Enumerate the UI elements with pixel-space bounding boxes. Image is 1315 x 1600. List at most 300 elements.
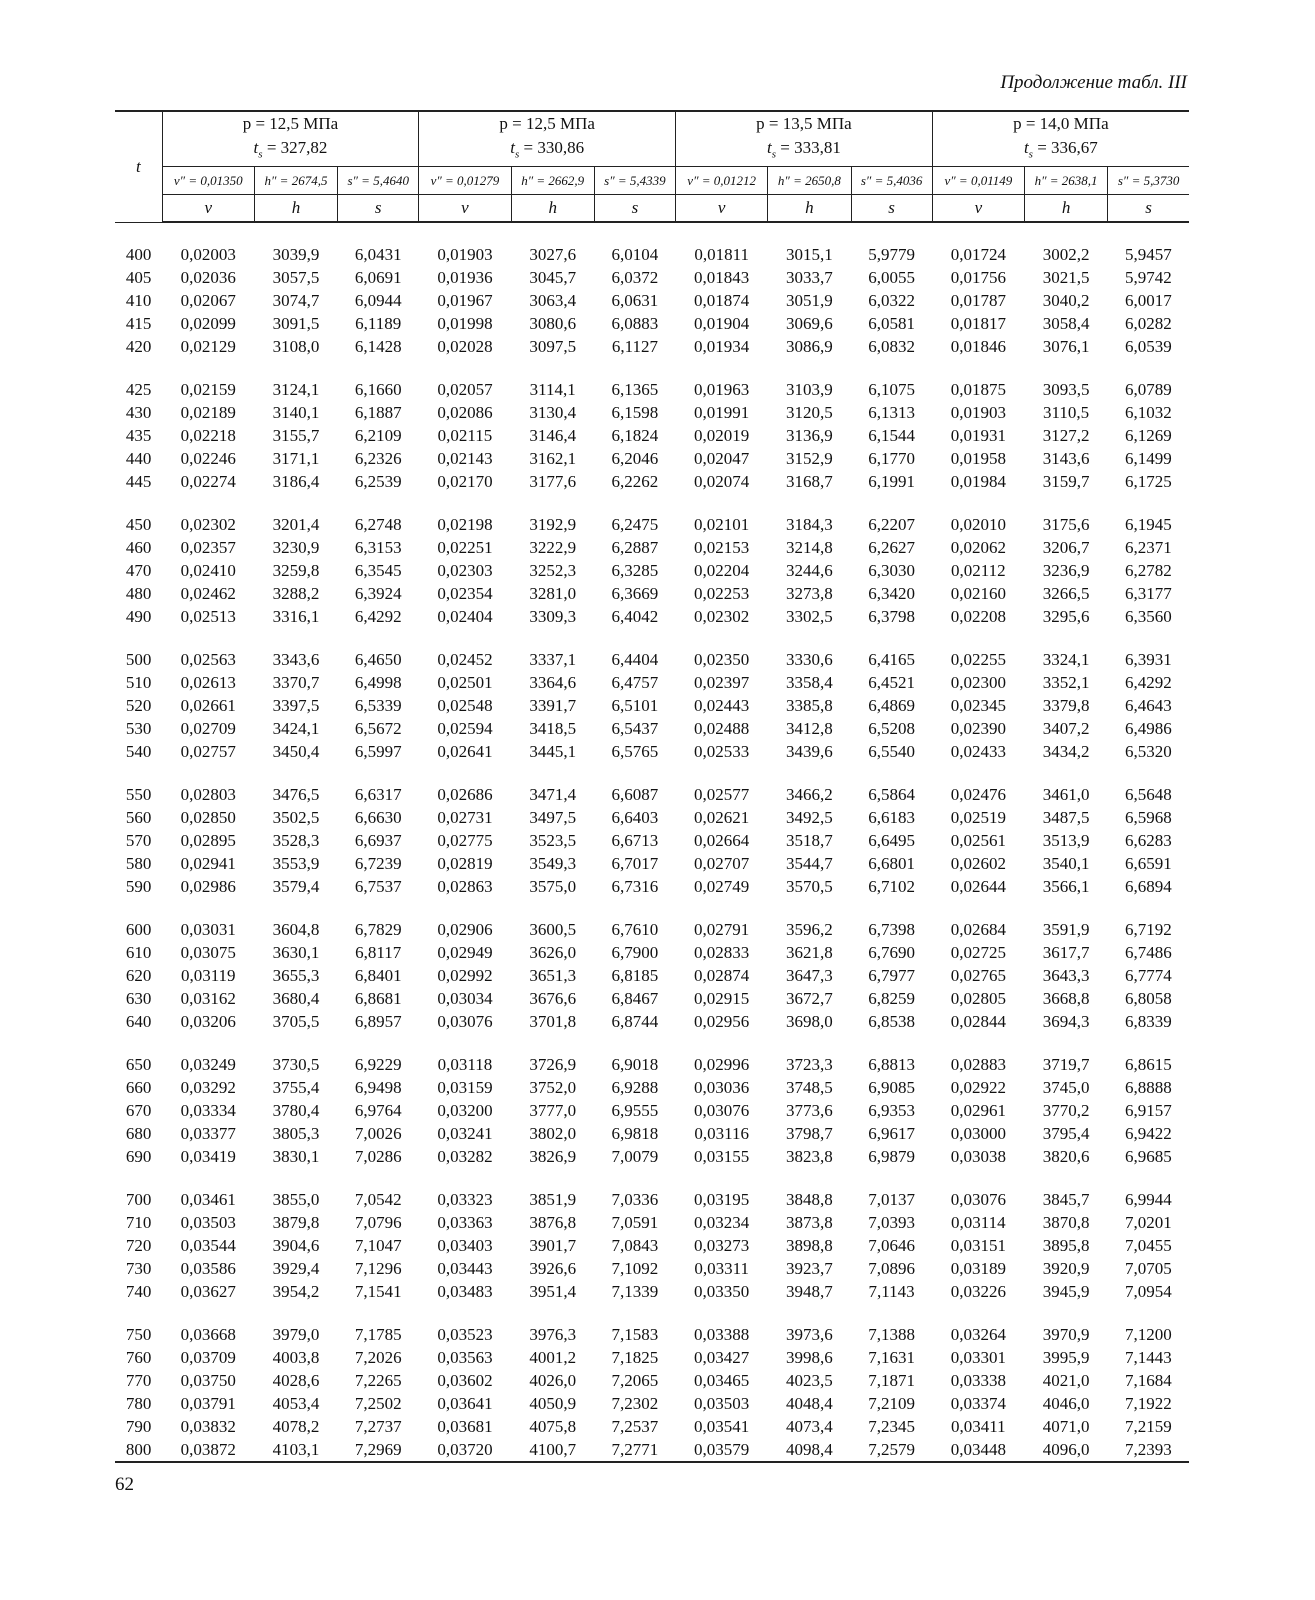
s-cell: 5,9742 <box>1124 268 1172 288</box>
h-cell: 3995,9 <box>1042 1348 1090 1368</box>
ts-equals: = <box>262 138 281 157</box>
table-row <box>115 1438 1189 1462</box>
temperature-cell: 800 <box>115 1438 162 1462</box>
s-cell: 7,0026 <box>354 1124 402 1144</box>
s-cell: 6,1544 <box>868 426 915 446</box>
s-cell: 7,2265 <box>354 1371 402 1391</box>
h-cell: 4048,4 <box>786 1394 833 1414</box>
h-cell: 3093,5 <box>1042 380 1090 400</box>
h-cell: 4078,2 <box>272 1417 320 1437</box>
h-cell: 3823,8 <box>786 1147 833 1167</box>
table-row <box>115 1099 1189 1122</box>
v-cell: 0,03116 <box>694 1124 749 1144</box>
temperature-cell: 720 <box>125 1236 152 1256</box>
s-cell: 7,0896 <box>868 1259 915 1279</box>
h-cell: 3513,9 <box>1042 831 1090 851</box>
h-cell: 3570,5 <box>786 877 833 897</box>
s-cell: 7,0201 <box>1124 1213 1172 1233</box>
h-cell: 3175,6 <box>1042 515 1090 535</box>
h-cell: 3192,9 <box>529 515 577 535</box>
v-cell: 0,02533 <box>694 742 750 762</box>
h-cell: 3600,5 <box>529 920 577 940</box>
s-cell: 6,7610 <box>611 920 659 940</box>
h-cell: 3929,4 <box>272 1259 320 1279</box>
s-cell: 6,7316 <box>611 877 659 897</box>
h-cell: 3698,0 <box>786 1012 833 1032</box>
temperature-cell: 460 <box>125 538 152 558</box>
s-cell: 6,0017 <box>1124 291 1172 311</box>
s-cell: 6,9498 <box>354 1078 402 1098</box>
v-cell: 0,03602 <box>437 1371 493 1391</box>
s-cell: 7,2345 <box>868 1417 915 1437</box>
v-cell: 0,01904 <box>694 314 750 334</box>
s-cell: 6,1824 <box>611 426 659 446</box>
s-cell: 7,1583 <box>611 1325 659 1345</box>
s-cell: 6,1127 <box>611 337 658 357</box>
v-cell: 0,03448 <box>932 1438 1024 1462</box>
h-cell: 3566,1 <box>1042 877 1090 897</box>
table-row <box>115 1145 1189 1168</box>
temperature-cell: 425 <box>125 380 152 400</box>
s-cell: 6,5968 <box>1124 808 1172 828</box>
table-row <box>115 628 1189 671</box>
h-cell: 3330,6 <box>786 650 833 670</box>
s-cell: 7,1541 <box>354 1282 402 1302</box>
table-row <box>115 987 1189 1010</box>
table-row <box>115 335 1189 358</box>
v-cell: 0,03350 <box>694 1282 750 1302</box>
h-cell: 3780,4 <box>272 1101 320 1121</box>
s-cell: 6,4404 <box>611 650 659 670</box>
table-row <box>115 1010 1189 1033</box>
v-cell: 0,03206 <box>180 1012 236 1032</box>
h-cell: 4075,8 <box>529 1417 577 1437</box>
v-cell: 0,02062 <box>950 538 1006 558</box>
s-cell: 7,1296 <box>354 1259 402 1279</box>
s-cell: 6,5997 <box>354 742 402 762</box>
h-cell: 3752,0 <box>529 1078 577 1098</box>
temperature-cell: 450 <box>125 515 152 535</box>
h-cell: 3617,7 <box>1042 943 1090 963</box>
v-cell: 0,02895 <box>180 831 236 851</box>
table-row <box>115 671 1189 694</box>
v-cell: 0,02765 <box>950 966 1006 986</box>
v-cell: 0,03388 <box>694 1325 750 1345</box>
h-cell: 4073,4 <box>786 1417 833 1437</box>
saturation-temperature <box>676 136 932 166</box>
h-cell: 3651,3 <box>529 966 577 986</box>
column-label-h: h <box>511 195 594 223</box>
table-row <box>115 582 1189 605</box>
h-cell: 3705,5 <box>272 1012 320 1032</box>
temperature-cell: 600 <box>125 920 152 940</box>
s-cell: 6,5339 <box>354 696 402 716</box>
s-cell: 6,2207 <box>868 515 915 535</box>
v-cell: 0,02577 <box>694 785 750 805</box>
v-cell: 0,01984 <box>950 472 1006 492</box>
table-row <box>115 941 1189 964</box>
temperature-cell: 510 <box>125 673 152 693</box>
saturation-temperature <box>419 136 675 166</box>
s-cell: 6,6894 <box>1124 877 1172 897</box>
v-cell: 0,02915 <box>694 989 750 1009</box>
v-cell: 0,03374 <box>950 1394 1006 1414</box>
h-cell: 3970,9 <box>1042 1325 1090 1345</box>
s-cell: 6,1660 <box>354 380 402 400</box>
v-cell: 0,02345 <box>950 696 1006 716</box>
v-cell: 0,03189 <box>950 1259 1006 1279</box>
s-cell: 6,9944 <box>1124 1190 1172 1210</box>
v-cell: 0,01846 <box>950 337 1006 357</box>
s-cell: 6,6801 <box>868 854 915 874</box>
h-cell: 3579,4 <box>272 877 320 897</box>
temperature-cell: 690 <box>125 1147 152 1167</box>
h-cell: 4053,4 <box>272 1394 320 1414</box>
s-cell: 6,3545 <box>354 561 402 581</box>
v-cell: 0,01963 <box>694 380 750 400</box>
v-cell: 0,02462 <box>180 584 236 604</box>
h-cell: 3288,2 <box>272 584 320 604</box>
s-cell: 6,9617 <box>868 1124 915 1144</box>
v-cell: 0,02725 <box>950 943 1006 963</box>
v-cell: 0,02115 <box>437 426 493 446</box>
s-cell: 6,7102 <box>868 877 915 897</box>
v-cell: 0,02208 <box>950 607 1006 627</box>
temperature-cell: 770 <box>125 1371 152 1391</box>
h-cell: 3236,9 <box>1042 561 1090 581</box>
ts-subscript: s <box>258 148 263 161</box>
h-cell: 3523,5 <box>529 831 577 851</box>
v-cell: 0,02749 <box>694 877 750 897</box>
s-cell: 6,0789 <box>1124 380 1172 400</box>
v-cell: 0,03483 <box>437 1282 493 1302</box>
v-cell: 0,02274 <box>180 472 236 492</box>
ts-equals: = <box>1032 138 1052 157</box>
v-cell: 0,02707 <box>694 854 750 874</box>
table-continuation-caption: Продолжение табл. III <box>1000 72 1187 93</box>
v-cell: 0,03872 <box>162 1438 254 1462</box>
h-cell: 3086,9 <box>786 337 833 357</box>
h-cell: 4103,1 <box>254 1438 337 1462</box>
ts-subscript: s <box>1028 148 1033 161</box>
v-cell: 0,02644 <box>950 877 1006 897</box>
s-cell: 6,7017 <box>611 854 659 874</box>
temperature-cell: 740 <box>125 1282 152 1302</box>
h-cell: 3214,8 <box>786 538 833 558</box>
v-cell: 0,02613 <box>180 673 236 693</box>
saturated-vapor-v-value: v″ = 0,01279 <box>419 167 511 195</box>
temperature-cell: 440 <box>125 449 152 469</box>
s-cell: 7,1631 <box>868 1348 915 1368</box>
h-cell: 3146,4 <box>529 426 577 446</box>
s-cell: 7,1443 <box>1124 1348 1172 1368</box>
v-cell: 0,02874 <box>694 966 750 986</box>
v-cell: 0,02074 <box>694 472 750 492</box>
s-cell: 6,8957 <box>354 1012 402 1032</box>
s-cell: 6,9085 <box>868 1078 915 1098</box>
v-cell: 0,02641 <box>437 742 493 762</box>
h-cell: 3726,9 <box>529 1055 577 1075</box>
v-cell: 0,02949 <box>437 943 493 963</box>
s-cell: 6,6495 <box>868 831 915 851</box>
v-cell: 0,02602 <box>950 854 1006 874</box>
temperature-cell: 530 <box>125 719 152 739</box>
v-cell: 0,02019 <box>694 426 750 446</box>
h-cell: 3826,9 <box>529 1147 577 1167</box>
h-cell: 4050,9 <box>529 1394 577 1414</box>
ts-symbol: t <box>253 138 259 157</box>
s-cell: 6,4998 <box>354 673 402 693</box>
h-cell: 3045,7 <box>529 268 577 288</box>
s-cell: 6,8058 <box>1124 989 1172 1009</box>
table-row <box>115 312 1189 335</box>
h-cell: 3502,5 <box>272 808 320 828</box>
v-cell: 0,01724 <box>950 245 1006 265</box>
table-row <box>115 1257 1189 1280</box>
ts-subscript: s <box>771 148 776 161</box>
s-cell: 6,1598 <box>611 403 659 423</box>
v-cell: 0,02833 <box>694 943 750 963</box>
h-cell: 3080,6 <box>529 314 577 334</box>
saturated-vapor-h-value: h″ = 2650,8 <box>768 167 851 195</box>
temperature-cell: 430 <box>125 403 152 423</box>
s-cell: 6,1887 <box>354 403 402 423</box>
table-row <box>115 493 1189 536</box>
temperature-cell: 700 <box>125 1190 152 1210</box>
v-cell: 0,02255 <box>950 650 1006 670</box>
v-cell: 0,02302 <box>180 515 236 535</box>
h-cell: 3058,4 <box>1042 314 1090 334</box>
v-cell: 0,03273 <box>694 1236 750 1256</box>
v-cell: 0,02775 <box>437 831 493 851</box>
h-cell: 3155,7 <box>272 426 320 446</box>
s-cell: 7,2159 <box>1124 1417 1172 1437</box>
h-cell: 3385,8 <box>786 696 833 716</box>
pressure-group-header <box>419 111 676 167</box>
h-cell: 3136,9 <box>786 426 833 446</box>
s-cell: 6,8744 <box>611 1012 659 1032</box>
h-cell: 3973,6 <box>786 1325 833 1345</box>
column-label-h: h <box>768 195 851 223</box>
v-cell: 0,03119 <box>180 966 236 986</box>
s-cell: 6,9157 <box>1124 1101 1172 1121</box>
h-cell: 3979,0 <box>272 1325 320 1345</box>
v-cell: 0,02661 <box>180 696 236 716</box>
v-cell: 0,03709 <box>180 1348 236 1368</box>
h-cell: 3343,6 <box>272 650 320 670</box>
s-cell: 6,7398 <box>868 920 915 940</box>
s-cell: 6,8339 <box>1124 1012 1172 1032</box>
v-cell: 0,02218 <box>180 426 236 446</box>
h-cell: 3851,9 <box>529 1190 577 1210</box>
v-cell: 0,02101 <box>694 515 750 535</box>
table-header <box>115 111 1189 222</box>
s-cell: 6,3285 <box>611 561 659 581</box>
v-cell: 0,02410 <box>180 561 236 581</box>
s-cell: 7,0393 <box>868 1213 915 1233</box>
v-cell: 0,02354 <box>437 584 493 604</box>
h-cell: 4003,8 <box>272 1348 320 1368</box>
table-row <box>115 1033 1189 1076</box>
v-cell: 0,02757 <box>180 742 236 762</box>
v-cell: 0,02047 <box>694 449 750 469</box>
pressure-label: p = 14,0 МПа <box>1013 114 1109 133</box>
saturation-temperature <box>163 136 419 166</box>
h-cell: 3926,6 <box>529 1259 577 1279</box>
table-row <box>115 222 1189 266</box>
s-cell: 7,0455 <box>1124 1236 1172 1256</box>
v-cell: 0,02805 <box>950 989 1006 1009</box>
h-cell: 3476,5 <box>272 785 320 805</box>
temperature-cell: 570 <box>125 831 152 851</box>
v-cell: 0,03292 <box>180 1078 236 1098</box>
h-cell: 3518,7 <box>786 831 833 851</box>
temperature-cell: 590 <box>125 877 152 897</box>
v-cell: 0,03195 <box>694 1190 750 1210</box>
s-cell: 6,0372 <box>611 268 659 288</box>
s-cell: 6,2539 <box>354 472 402 492</box>
v-cell: 0,03031 <box>180 920 236 940</box>
v-cell: 0,02906 <box>437 920 493 940</box>
h-cell: 3097,5 <box>529 337 577 357</box>
s-cell: 6,6591 <box>1124 854 1172 874</box>
h-cell: 3379,8 <box>1042 696 1090 716</box>
v-cell: 0,03200 <box>437 1101 493 1121</box>
s-cell: 6,8117 <box>355 943 402 963</box>
pressure-label: p = 13,5 МПа <box>756 114 852 133</box>
table-row <box>115 358 1189 401</box>
v-cell: 0,02850 <box>180 808 236 828</box>
h-cell: 3655,3 <box>272 966 320 986</box>
h-cell: 3171,1 <box>272 449 320 469</box>
temperature-cell: 410 <box>125 291 152 311</box>
h-cell: 3439,6 <box>786 742 833 762</box>
s-cell: 6,8681 <box>354 989 402 1009</box>
v-cell: 0,03668 <box>180 1325 236 1345</box>
s-cell: 6,1269 <box>1124 426 1172 446</box>
v-cell: 0,02003 <box>180 245 236 265</box>
table-row <box>115 875 1189 898</box>
v-cell: 0,03282 <box>437 1147 493 1167</box>
h-cell: 3418,5 <box>529 719 577 739</box>
ts-equals: = <box>519 138 538 157</box>
s-cell: 6,5101 <box>611 696 659 716</box>
h-cell: 3370,7 <box>272 673 320 693</box>
h-cell: 3630,1 <box>272 943 320 963</box>
h-cell: 3528,3 <box>272 831 320 851</box>
h-cell: 3745,0 <box>1042 1078 1090 1098</box>
v-cell: 0,03791 <box>180 1394 236 1414</box>
s-cell: 7,2502 <box>354 1394 402 1414</box>
v-cell: 0,03338 <box>950 1371 1006 1391</box>
ts-equals: = <box>775 138 795 157</box>
h-cell: 3904,6 <box>272 1236 320 1256</box>
h-cell: 3434,2 <box>1042 742 1090 762</box>
s-cell: 7,1143 <box>868 1282 915 1302</box>
s-cell: 6,2627 <box>868 538 915 558</box>
s-cell: 7,0079 <box>611 1147 659 1167</box>
h-cell: 3230,9 <box>272 538 320 558</box>
s-cell: 7,0286 <box>354 1147 402 1167</box>
column-label-s: s <box>338 195 419 223</box>
h-cell: 3352,1 <box>1042 673 1090 693</box>
h-cell: 3076,1 <box>1042 337 1090 357</box>
h-cell: 3998,6 <box>786 1348 833 1368</box>
s-cell: 6,4042 <box>611 607 659 627</box>
s-cell: 7,0646 <box>868 1236 915 1256</box>
s-cell: 6,1725 <box>1124 472 1172 492</box>
s-cell: 7,1388 <box>868 1325 915 1345</box>
v-cell: 0,01934 <box>694 337 750 357</box>
v-cell: 0,02302 <box>694 607 750 627</box>
pressure-label: p = 12,5 МПа <box>242 114 339 133</box>
v-cell: 0,03641 <box>437 1394 493 1414</box>
v-cell: 0,03720 <box>419 1438 511 1462</box>
s-cell: 6,2046 <box>611 449 659 469</box>
v-cell: 0,02189 <box>180 403 236 423</box>
v-cell: 0,02664 <box>694 831 750 851</box>
h-cell: 3130,4 <box>529 403 577 423</box>
column-label-s: s <box>594 195 675 223</box>
h-cell: 3201,4 <box>272 515 320 535</box>
h-cell: 3553,9 <box>272 854 320 874</box>
v-cell: 0,02986 <box>180 877 236 897</box>
s-cell: 6,8401 <box>354 966 402 986</box>
v-cell: 0,02961 <box>950 1101 1006 1121</box>
temperature-cell: 470 <box>125 561 152 581</box>
v-cell: 0,02452 <box>437 650 493 670</box>
h-cell: 3848,8 <box>786 1190 833 1210</box>
h-cell: 3845,7 <box>1042 1190 1090 1210</box>
table-row <box>115 829 1189 852</box>
h-cell: 3540,1 <box>1042 854 1090 874</box>
s-cell: 6,4869 <box>868 696 915 716</box>
temperature-cell: 405 <box>125 268 152 288</box>
s-cell: 6,5208 <box>868 719 915 739</box>
h-cell: 3923,7 <box>786 1259 833 1279</box>
s-cell: 6,9353 <box>868 1101 915 1121</box>
table-row <box>115 852 1189 875</box>
s-cell: 6,0539 <box>1124 337 1172 357</box>
s-cell: 6,3560 <box>1124 607 1172 627</box>
h-cell: 3127,2 <box>1042 426 1090 446</box>
s-cell: 6,9555 <box>611 1101 659 1121</box>
h-cell: 3316,1 <box>272 607 320 627</box>
h-cell: 3074,7 <box>272 291 320 311</box>
temperature-cell: 400 <box>125 245 152 265</box>
s-cell: 7,1339 <box>611 1282 659 1302</box>
h-cell: 3033,7 <box>786 268 833 288</box>
s-cell: 6,2475 <box>611 515 659 535</box>
table-row <box>115 1122 1189 1145</box>
v-cell: 0,02488 <box>694 719 750 739</box>
temperature-cell: 780 <box>125 1394 152 1414</box>
v-cell: 0,02819 <box>437 854 493 874</box>
table-row <box>115 740 1189 763</box>
v-cell: 0,03264 <box>950 1325 1006 1345</box>
h-cell: 3873,8 <box>786 1213 833 1233</box>
table-row <box>115 605 1189 628</box>
v-cell: 0,02686 <box>437 785 493 805</box>
s-cell: 6,1365 <box>611 380 659 400</box>
table-body <box>115 222 1189 1462</box>
v-cell: 0,02253 <box>694 584 750 604</box>
table-row <box>115 1415 1189 1438</box>
h-cell: 3162,1 <box>529 449 577 469</box>
v-cell: 0,01903 <box>950 403 1006 423</box>
h-cell: 3795,4 <box>1042 1124 1090 1144</box>
s-cell: 6,7239 <box>354 854 402 874</box>
